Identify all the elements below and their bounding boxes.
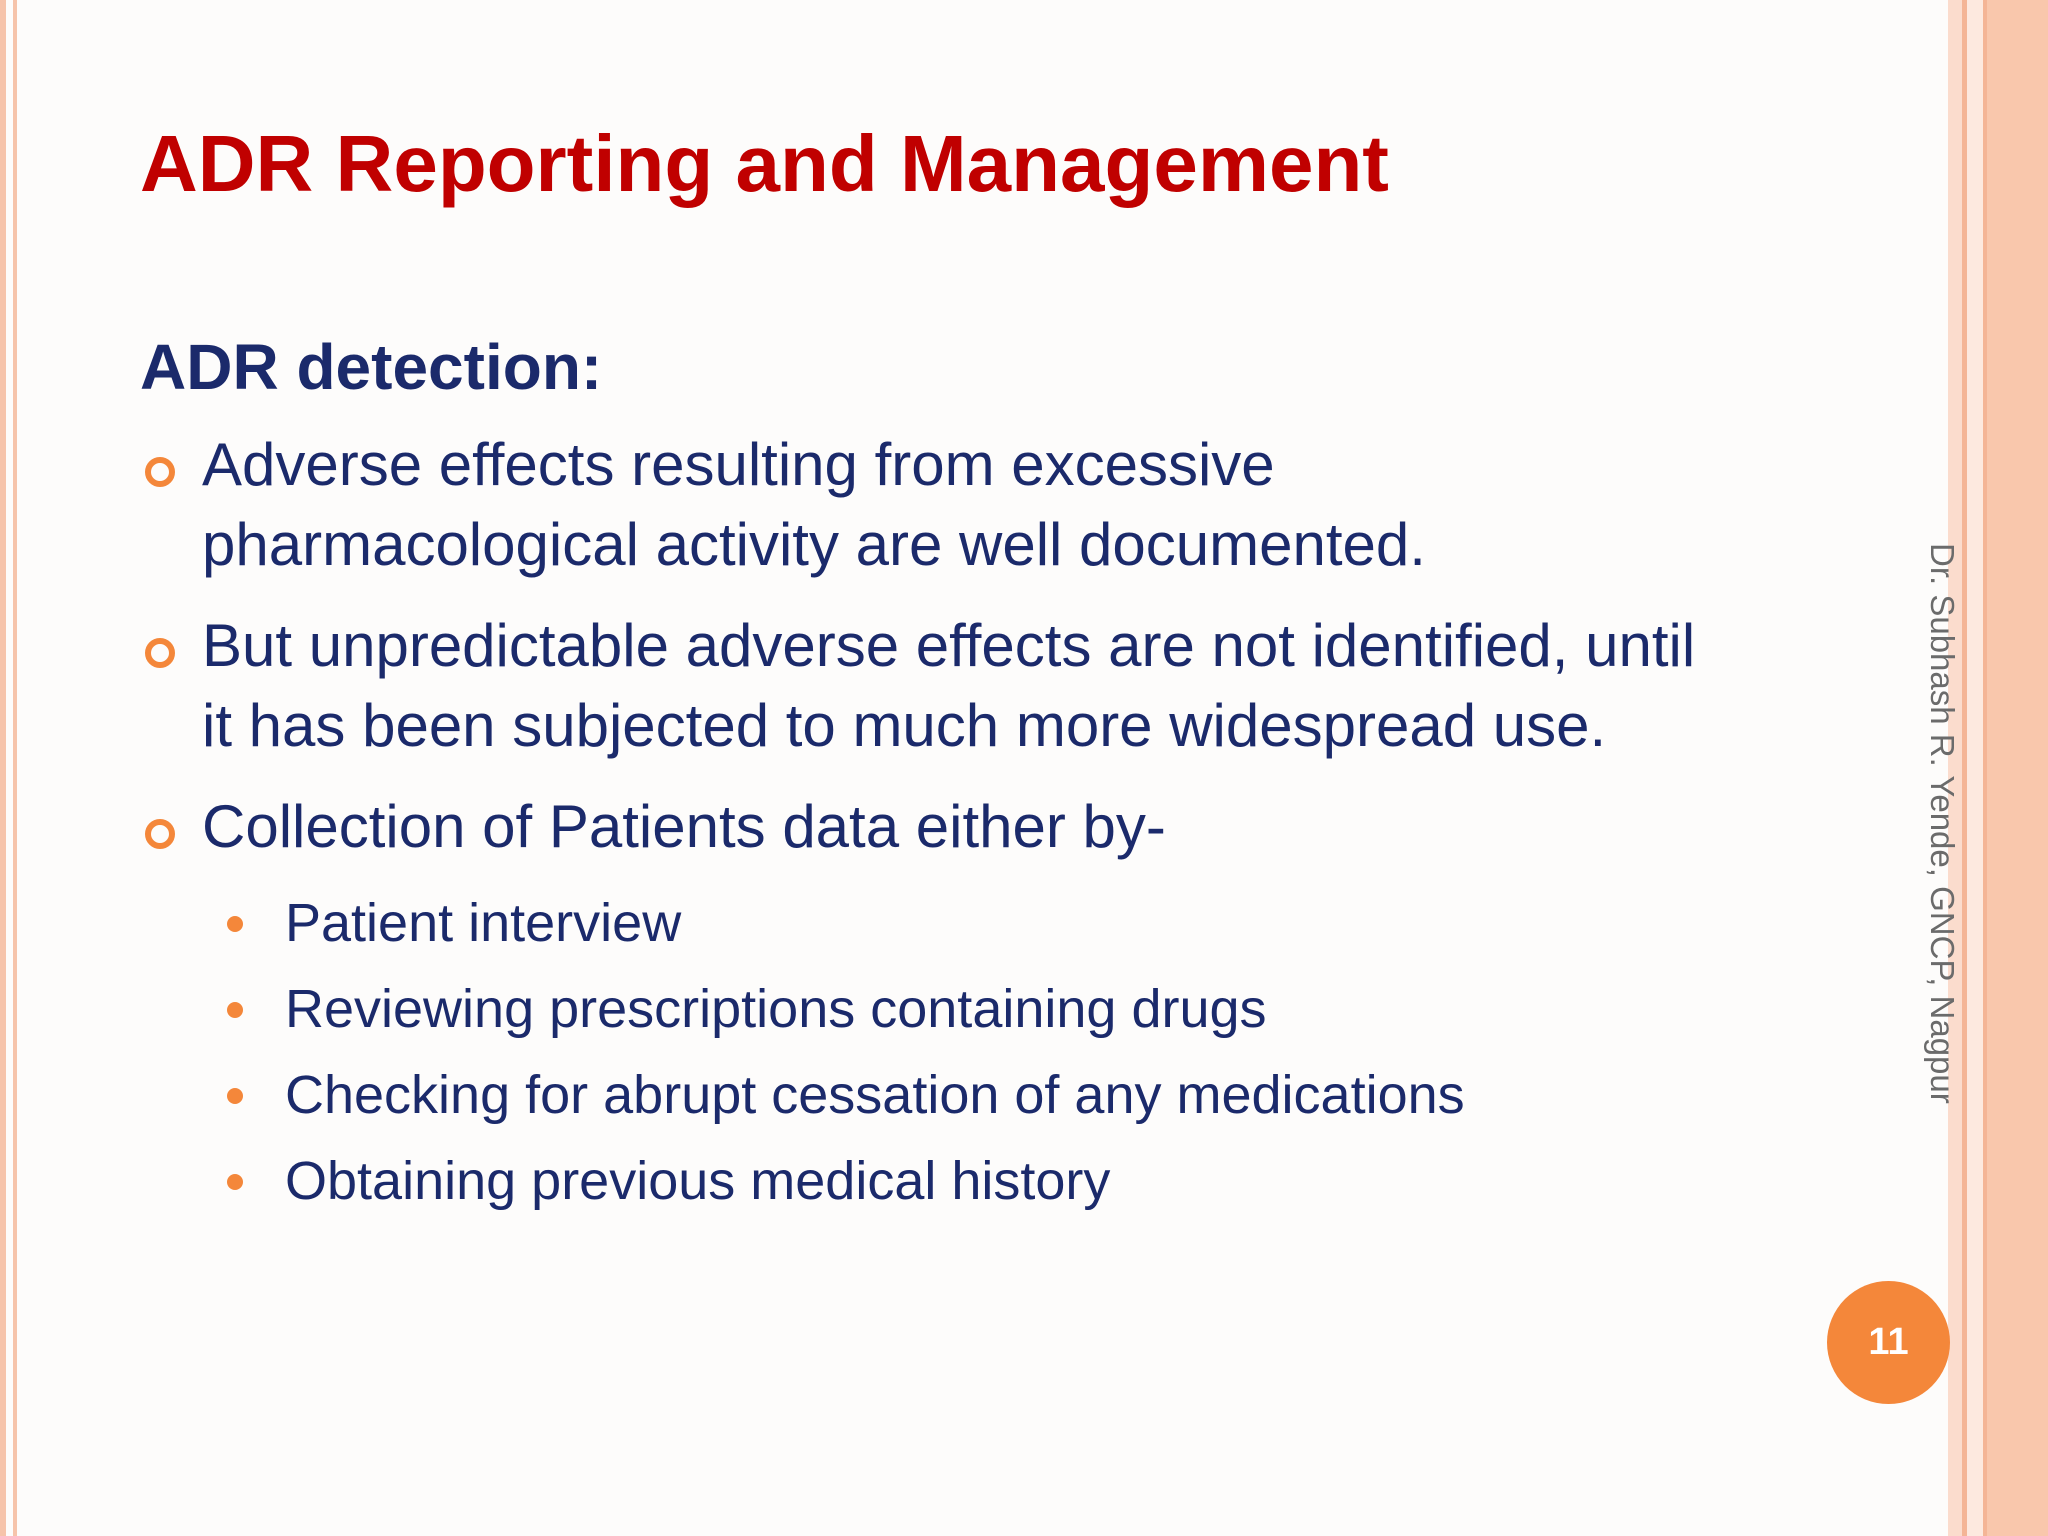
bullet-item <box>140 787 1940 867</box>
sub-bullet-item <box>225 966 1465 1052</box>
dot-bullet-icon <box>227 1002 243 1018</box>
sub-bullet-text: Patient interview <box>285 893 682 953</box>
author-credit: Dr. Subhash R. Yende, GNCP, Nagpur <box>1924 543 1961 1104</box>
bullet-text-line: But unpredictable adverse effects are not identified, until <box>202 612 1696 679</box>
bullet-text-line: it has been subjected to much more widespread use. <box>202 692 1607 759</box>
left-border-line <box>13 0 17 1536</box>
bullet-list <box>140 425 1940 888</box>
sub-bullet-text: Obtaining previous medical history <box>285 1151 1111 1211</box>
sub-bullet-item <box>225 1138 1465 1224</box>
ring-bullet-icon <box>145 819 175 849</box>
right-border-band <box>1987 0 2048 1536</box>
section-heading: ADR detection: <box>140 331 603 403</box>
dot-bullet-icon <box>227 1088 243 1104</box>
bullet-text-line: pharmacological activity are well documented. <box>202 511 1426 578</box>
page-number-badge: 11 <box>1827 1281 1950 1404</box>
bullet-text-line: Collection of Patients data either by- <box>202 793 1166 860</box>
sub-bullet-text: Reviewing prescriptions containing drugs <box>285 979 1267 1039</box>
right-border-band <box>1967 0 1983 1536</box>
sub-bullet-item <box>225 880 1465 966</box>
dot-bullet-icon <box>227 1174 243 1190</box>
slide-title: ADR Reporting and Management <box>140 119 1389 208</box>
left-border-line <box>0 0 6 1536</box>
ring-bullet-icon <box>145 638 175 668</box>
bullet-text-line: Adverse effects resulting from excessive <box>202 431 1275 498</box>
bullet-item <box>140 606 1940 766</box>
ring-bullet-icon <box>145 457 175 487</box>
bullet-item <box>140 425 1940 585</box>
sub-bullet-item <box>225 1052 1465 1138</box>
sub-bullet-list <box>225 880 1465 1224</box>
sub-bullet-text: Checking for abrupt cessation of any medications <box>285 1065 1465 1125</box>
dot-bullet-icon <box>227 916 243 932</box>
